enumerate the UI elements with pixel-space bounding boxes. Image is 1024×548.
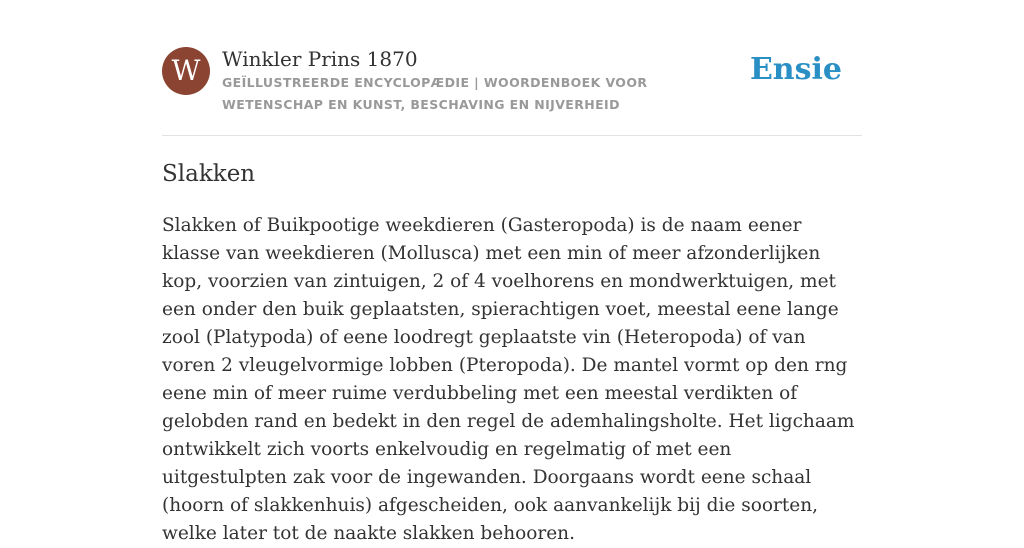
- header-divider: [162, 135, 862, 136]
- entry-title: Slakken: [162, 161, 256, 187]
- source-subtitle: GEÏLLUSTREERDE ENCYCLOPÆDIE | WOORDENBOEK VOOR WETENSCHAP EN KUNST, BESCHAVING EN NIJVERHEID: [222, 75, 648, 112]
- source-header: [162, 47, 862, 117]
- entry-body: Slakken of Buikpootige weekdieren (Gasteropoda) is de naam eener klasse van weekdieren (Mollusca) met een min of meer afzonderlijken kop, voorzien van zintuigen, 2 of 4 voelhorens en mondwerktuigen, met een onder den buik geplaatsten, spierachtigen voet, meestal eene lange zool (Platypoda) of eene loodregt geplaatste vin (Heteropoda) of van voren 2 vleugelvormige lobben (Pteropoda). De mantel vormt op den rng eene min of meer ruime verdubbeling met een meestal verdikten of gelobden rand en bedekt in den regel de ademhalingsholte. Het ligchaam ontwikkelt zich voorts enkelvoudig en regelmatig of met een uitgestulpten zak voor de ingewanden. Doorgaans wordt eene schaal (hoorn of slakkenhuis) afgescheiden, ook aanvankelijk bij die soorten, welke later tot de naakte slakken behooren.: [162, 215, 855, 544]
- ensie-logo-link[interactable]: Ensie: [749, 52, 842, 87]
- source-title[interactable]: Winkler Prins 1870: [222, 47, 418, 71]
- source-avatar[interactable]: W: [162, 47, 210, 95]
